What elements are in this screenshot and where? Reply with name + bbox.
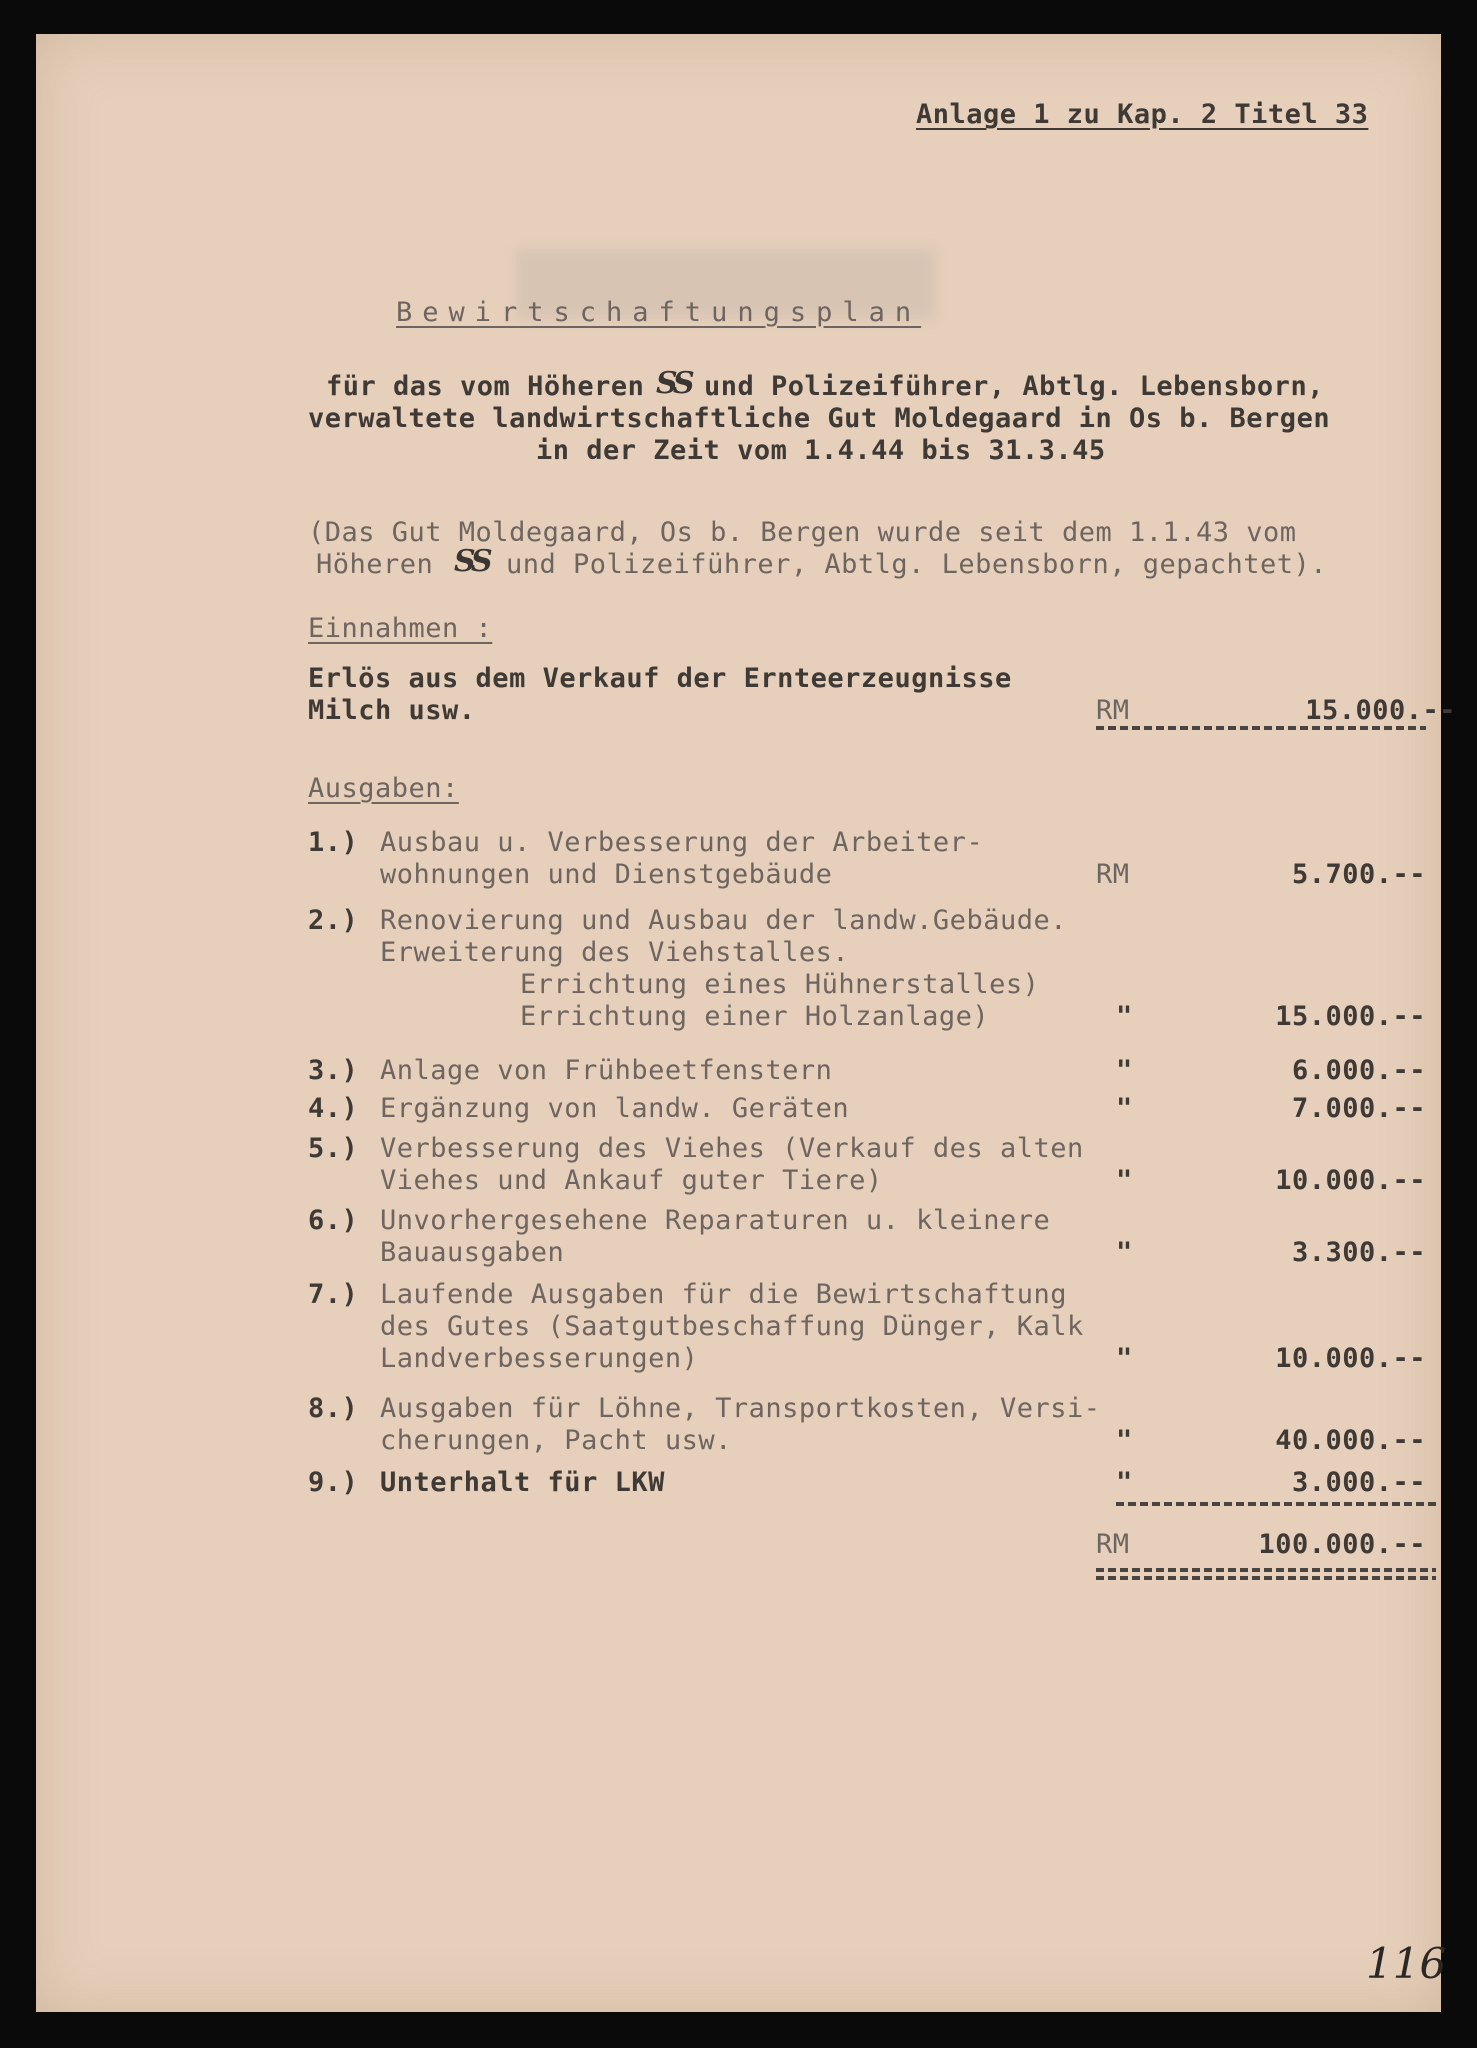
item-amount: 10.000.--: [1275, 1165, 1426, 1196]
page-number-handwritten: 116: [1366, 1939, 1447, 1988]
ss-rune-symbol-2: SS: [454, 544, 489, 579]
item-text: Landverbesserungen): [380, 1343, 699, 1374]
item-unit: ": [1116, 1001, 1133, 1032]
note-line-2b: und Polizeiführer, Abtlg. Lebensborn, gepachtet).: [506, 549, 1328, 580]
item-text: Errichtung eines Hühnerstalles): [520, 969, 1040, 1000]
expenses-heading: Ausgaben:: [308, 773, 459, 804]
item-text: Ausgaben für Löhne, Transportkosten, Versi-: [380, 1393, 1101, 1424]
total-amount: 100.000.--: [1258, 1529, 1426, 1560]
item-number: 6.): [308, 1205, 359, 1236]
sum-rule: [1116, 1502, 1436, 1506]
item-amount: 3.300.--: [1291, 1237, 1426, 1268]
subtitle-line-1b: und Polizeiführer, Abtlg. Lebensborn,: [704, 371, 1324, 402]
item-text: Verbesserung des Viehes (Verkauf des alten: [380, 1133, 1084, 1164]
item-amount: 10.000.--: [1275, 1343, 1426, 1374]
ss-rune-symbol: SS: [656, 366, 691, 401]
item-number: 2.): [308, 905, 359, 936]
item-text: Ergänzung von landw. Geräten: [380, 1093, 850, 1124]
income-amount: 15.000.--: [1305, 695, 1456, 726]
total-currency: RM: [1096, 1529, 1130, 1560]
subtitle-line-2: verwaltete landwirtschaftliche Gut Moldegaard in Os b. Bergen: [308, 403, 1331, 434]
note-line-1: (Das Gut Moldegaard, Os b. Bergen wurde seit dem 1.1.43 vom: [308, 517, 1297, 548]
item-unit: ": [1116, 1055, 1133, 1086]
subtitle-line-3: in der Zeit vom 1.4.44 bis 31.3.45: [536, 435, 1106, 466]
item-text: Errichtung einer Holzanlage): [520, 1001, 990, 1032]
document-title: Bewirtschaftungsplan: [396, 297, 922, 328]
item-unit: ": [1116, 1165, 1133, 1196]
item-amount: 5.700.--: [1291, 859, 1426, 890]
total-double-rule-2: [1096, 1576, 1436, 1580]
item-unit: ": [1116, 1425, 1133, 1456]
item-text: Viehes und Ankauf guter Tiere): [380, 1165, 883, 1196]
item-amount: 40.000.--: [1275, 1425, 1426, 1456]
item-number: 8.): [308, 1393, 359, 1424]
income-heading: Einnahmen :: [308, 613, 493, 644]
item-number: 1.): [308, 827, 359, 858]
item-text: Renovierung und Ausbau der landw.Gebäude.: [380, 905, 1067, 936]
item-unit: ": [1116, 1093, 1133, 1124]
income-underline: [1096, 726, 1426, 730]
subtitle-line-1a: für das vom Höheren: [326, 371, 645, 402]
income-line-2: Milch usw.: [308, 695, 476, 726]
item-number: 4.): [308, 1093, 359, 1124]
item-text: des Gutes (Saatgutbeschaffung Dünger, Kalk: [380, 1311, 1084, 1342]
item-text: Bauausgaben: [380, 1237, 565, 1268]
item-unit: ": [1116, 1343, 1133, 1374]
item-number: 3.): [308, 1055, 359, 1086]
income-currency: RM: [1096, 695, 1130, 726]
item-text: Erweiterung des Viehstalles.: [380, 937, 850, 968]
item-amount: 7.000.--: [1291, 1093, 1426, 1124]
item-text: cherungen, Pacht usw.: [380, 1425, 732, 1456]
item-text: Unvorhergesehene Reparaturen u. kleinere: [380, 1205, 1051, 1236]
document-page: [36, 34, 1456, 2012]
note-line-2a: Höheren: [316, 549, 434, 580]
item-text: Laufende Ausgaben für die Bewirtschaftung: [380, 1279, 1067, 1310]
total-double-rule-1: [1096, 1568, 1436, 1572]
income-line-1: Erlös aus dem Verkauf der Ernteerzeugnisse: [308, 663, 1012, 694]
item-unit: ": [1116, 1237, 1133, 1268]
item-amount: 15.000.--: [1275, 1001, 1426, 1032]
item-text: Ausbau u. Verbesserung der Arbeiter-: [380, 827, 984, 858]
item-number: 7.): [308, 1279, 359, 1310]
item-amount: 3.000.--: [1291, 1467, 1426, 1498]
item-text: wohnungen und Dienstgebäude: [380, 859, 833, 890]
item-number: 9.): [308, 1467, 359, 1498]
item-number: 5.): [308, 1133, 359, 1164]
item-text: Unterhalt für LKW: [380, 1467, 665, 1498]
item-amount: 6.000.--: [1291, 1055, 1426, 1086]
item-unit: ": [1116, 1467, 1133, 1498]
item-unit: RM: [1096, 859, 1130, 890]
item-text: Anlage von Frühbeetfenstern: [380, 1055, 833, 1086]
reference-line: Anlage 1 zu Kap. 2 Titel 33: [916, 99, 1369, 130]
